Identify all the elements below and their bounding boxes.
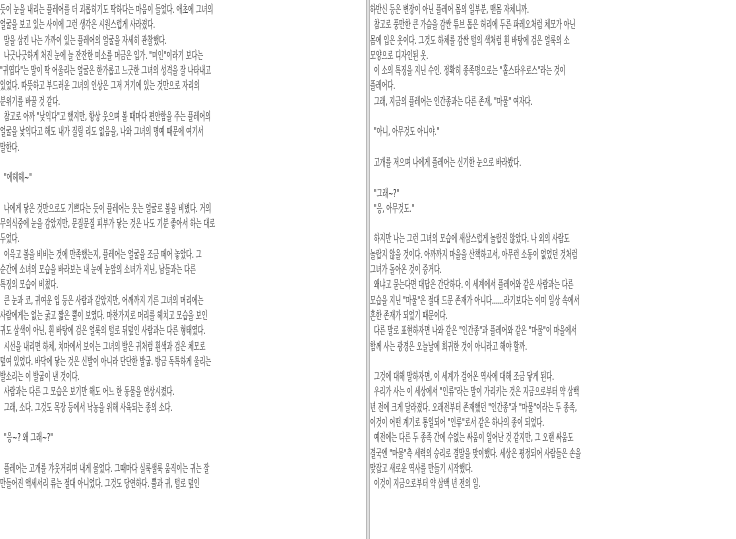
text-line: "귀엽다"는 말이 딱 어울리는 얼굴은 한가롭고 느긋한 그녀의 성격을 잘 나타내고 [0,64,212,78]
text-line: "응, 아무것도." [370,201,415,215]
text-line: 흔한 존재가 되었기 때문이다. [370,308,448,322]
text-line: "에헤헤~" [0,171,32,185]
text-line: 순간에 소녀의 모습을 바라보는 내 눈에 눈앞의 소녀가 지닌, 남들과는 다른 [0,263,196,277]
left-page [0,0,366,539]
text-line: 모습을 지닌 "마물"은 절대 드문 존재가 아니다……라기보다는 이미 일상 속에서 [370,293,580,307]
text-line: 만들어진 액세서리 류는 절대 아니었다. 그것도 당연하다. 뿔과 귀, 털로 덮인 [0,477,200,491]
text-line: 참고로 아까 "낮익다"고 했지만, 항상 웃으며 볼 때마다 편안함을 주는 플레어의 [0,110,211,124]
text-line: "응~? 왜 그래~?" [0,431,54,445]
text-line: 결국엔 "마물"측 세력의 승리로 결말을 맞이했다. 세상은 평정되어 사람들은 손을 [370,446,582,460]
text-line: 있었다. 따뜻하고 부드러운 그녀의 인상은 그저 거기에 있는 것만으로 자리의 [0,79,200,93]
text-line: 얼굴을 보고 있는 사이에 그런 생각은 시원스럽게 사라졌다. [0,18,156,32]
text-line [0,186,366,201]
text-line: 함께 사는 광경은 오늘날에 희귀한 것이 아니라고 해야 할까. [370,339,528,353]
text-line: 나에게 닿은 것만으로도 기쁘다는 듯이 플레어는 웃는 얼굴로 볼을 비볐다. 거의 [0,201,212,215]
text-line [370,109,736,124]
text-line: 분위기를 바꿀 것 같다. [0,94,61,108]
text-line: 사람과는 다른 그 모습은 보기만 해도 어느 한 동물을 연상시켰다. [0,385,175,399]
right-page [370,0,736,539]
text-line [0,415,366,430]
text-line [370,216,736,231]
text-line [370,140,736,155]
text-line: 그래, 소다. 그것도 목장 등에서 낙농을 위해 사육되는 종의 소다. [0,400,173,414]
text-line: "그래~?" [370,186,400,200]
text-line: "아니, 아무것도 아니야." [370,125,440,139]
text-line: 특징의 모습이 비쳤다. [0,278,59,292]
text-line [0,155,366,170]
text-line: 몸에 입은 옷이다. 그것도 하체를 감싼 털의 색처럼 흰 바탕에 검은 얼룩의 소 [370,33,570,47]
text-line: 덮여 있었다. 바닥에 닿는 것은 신발이 아니라 단단한 발굽. 방금 독특하게 울리는 [0,354,212,368]
text-line: 얼굴을 낯익다고 해도 내가 질릴 리도 없음을, 나와 그녀의 명예 때문에 여기서 [0,125,204,139]
text-line: 무의식중에 눈을 감았지만, 문질문질 피부가 닿는 것은 나도 기분 좋아서 하는 대로 [0,217,216,231]
text-line: 이것이 지금으로부터 약 삼백 년 전의 일. [370,477,481,491]
text-line: 말을 삼킨 나는 가까이 있는 플레어의 얼굴을 자세히 관찰했다. [0,33,167,47]
right-page-text [370,2,736,492]
text-line: 우리가 사는 이 세상에서 "인류"라는 말이 가리키는 것은 지금으로부터 약 삼백 [370,385,580,399]
text-line: 이윽고 볼을 비비는 것에 만족했는지, 플레어는 얼굴을 조금 떼어 놓았다. 그 [0,247,202,261]
text-line: 큰 눈과 코, 귀여운 입 등은 사람과 같았지만, 어깨까지 기른 그녀의 머리에는 [0,293,204,307]
text-line: 그것에 대해 말하자면, 이 세계가 걸어온 역사에 대해 조금 닿게 된다. [370,370,555,384]
text-line: 플레어는 고개를 갸웃거리며 내게 물었다. 그때마다 실룩샐룩 움직이는 귀는 잘 [0,461,210,475]
text-line [0,446,366,461]
text-line: 사람에게는 없는 굵고 짧은 뿔이 보였다. 마찬가지로 머리를 헤치고 모습을 보인 [0,308,208,322]
text-line: 년 전에 크게 달라졌다. 오래전부터 존재했던 "인간종"과 "마물"이라는 두 종족, [370,400,577,414]
text-line [370,170,736,185]
text-line: 다른 말로 표현하자면 나와 같은 "인간종"과 플레어와 같은 "마물"이 마을에서 [370,324,577,338]
text-line: 귀도 살색이 아닌, 흰 바탕에 검은 얼룩의 털로 뒤덮인 사람과는 다른 형태였다. [0,324,206,338]
text-line: 참고로 풍만한 큰 가슴을 감싼 튜브 톱은 허리에 두른 파레오처럼 체모가 아닌 [370,18,576,32]
text-line: 놀랍지 않을 것이다. 아까까지 마을을 산책하고서, 아무런 소동이 없었던 것처럼 [370,247,578,261]
text-line: 하반신 등은 변장이 아닌 플레어 몸의 일부분, 맨몸 자체니까. [370,3,529,16]
text-line: 발소리는 이 발굽이 낸 것이다. [0,370,80,384]
text-line: 맞잡고 새로운 역사를 만들기 시작했다. [370,461,473,475]
text-line: 듯이 눈을 내리는 플레어를 더 괴롭히기도 딱하다는 마음이 들었다. 애초에 그녀의 [0,3,214,16]
text-line: 그녀가 돌아온 것이 증거다. [370,263,442,277]
text-line: 시선을 내리면 하체, 치마에서 보이는 그녀의 발은 귀처럼 흰색과 검은 체모로 [0,339,206,353]
text-line: 나긋나긋하게 처진 눈에 늘 잔잔한 미소를 머금은 입가. "미인"이라기 보다는 [0,48,204,62]
left-page-text [0,2,366,492]
text-line: 말한다. [0,140,20,154]
text-line: 모양으로 디자인된 옷. [370,48,429,62]
text-line: 이것이 어떤 계기로 통일되어 "인류"로서 같은 하나의 종이 되었다. [370,416,545,430]
text-line: 그래, 지금의 플레어는 인간종과는 다른 존재, "마물" 여자다. [370,94,533,108]
text-line: 이 소의 특징을 지닌 수인. 정확히 종족명으로는 "홀스타우로스"라는 것이 [370,64,566,78]
text-line: 두었다. [0,232,20,246]
text-line: 고개를 저으며 나에게 플레어는 신기한 눈으로 바라봤다. [370,155,522,169]
text-line: 플레어다. [370,79,396,93]
text-line: 예전에는 다른 두 종족 간에 수없는 싸움이 일어난 것 같지만, 그 오랜 싸움도 [370,431,574,445]
text-line: 왜냐고 묻는다면 대답은 간단하다. 이 세계에서 플레어와 같은 사람과는 다른 [370,278,574,292]
text-line: 하지만 나는 그런 그녀의 모습에 새삼스럽게 놀랍진 않았다. 나 외의 사람도 [370,232,570,246]
text-line [370,354,736,369]
